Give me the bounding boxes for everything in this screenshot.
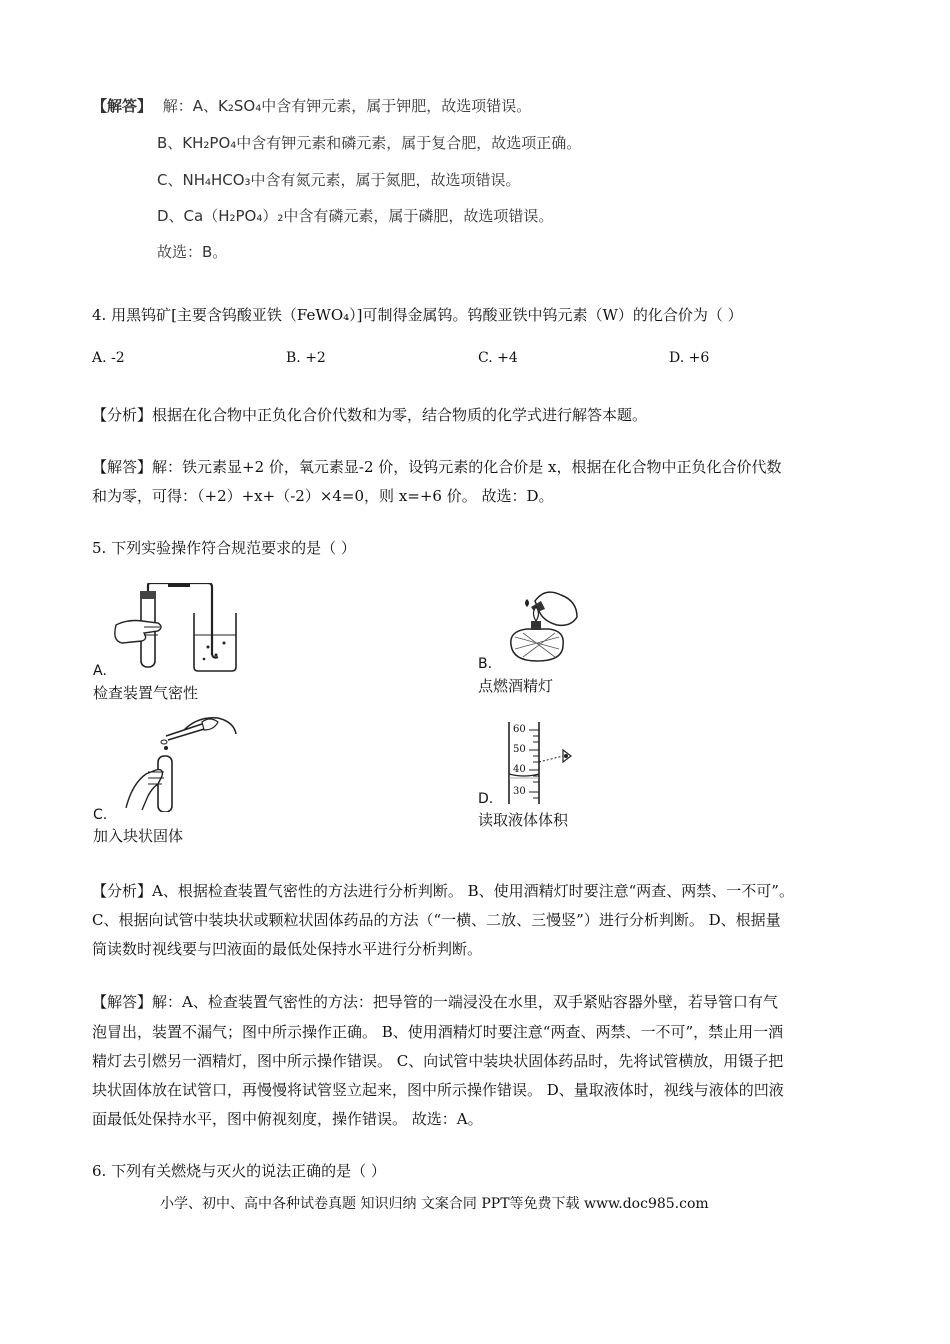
q4-option-a: A. -2: [92, 350, 125, 366]
page-footer: 小学、初中、高中各种试卷真题 知识归纳 文案合同 PPT等免费下载 www.doc985.com: [160, 1196, 709, 1212]
q5-analysis-line1: 【分析】A、根据检查装置气密性的方法进行分析判断。 B、使用酒精灯时要注意“两查、两禁、一不可”。: [92, 882, 794, 900]
q5-option-a-letter: A.: [93, 663, 107, 679]
q6-question: 6. 下列有关燃烧与灭火的说法正确的是（ ）: [92, 1162, 386, 1180]
q5-answer-line2: 泡冒出，装置不漏气；图中所示操作正确。 B、使用酒精灯时要注意“两查、两禁、一不可”，禁止用一酒: [92, 1023, 784, 1041]
q5-option-a-caption: 检查装置气密性: [93, 684, 199, 702]
q5-option-c-letter: C.: [93, 807, 108, 823]
q5-analysis-line3: 筒读数时视线要与凹液面的最低处保持水平进行分析判断。: [92, 940, 483, 958]
q5-option-d-caption: 读取液体体积: [478, 811, 569, 829]
q5-question: 5. 下列实验操作符合规范要求的是（ ）: [92, 539, 356, 557]
q3-answer-tag: 【解答】: [92, 97, 153, 115]
q3-answer-choice: 故选：B。: [157, 243, 228, 261]
q5-answer-line3: 精灯去引燃另一酒精灯，图中所示操作错误。 C、向试管中装块状固体药品时，先将试管横放，用镊子把: [92, 1052, 784, 1070]
q5-option-c-caption: 加入块状固体: [93, 827, 184, 845]
q5-answer-line1: 【解答】解：A、检查装置气密性的方法：把导管的一端浸没在水里，双手紧贴容器外壁，若导管口有气: [92, 993, 778, 1011]
cylinder-tick-60: 60: [513, 724, 526, 735]
q3-answer-line-d: D、Ca（H₂PO₄）₂中含有磷元素，属于磷肥，故选项错误。: [157, 207, 554, 225]
cylinder-tick-30: 30: [513, 786, 526, 797]
figure-lamp-lighting: [505, 587, 595, 667]
q4-option-c: C. +4: [478, 350, 518, 366]
q5-answer-line4: 块状固体放在试管口，再慢慢将试管竖立起来，图中所示操作错误。 D、量取液体时，视线与液体的凹液: [92, 1081, 784, 1099]
q4-question: 4. 用黑钨矿[主要含钨酸亚铁（FeWO₄）]可制得金属钨。钨酸亚铁中钨元素（W）的化合价为（ ）: [92, 306, 743, 324]
q5-option-b-caption: 点燃酒精灯: [478, 677, 554, 695]
cylinder-tick-50: 50: [513, 744, 526, 755]
q4-analysis: 【分析】根据在化合物中正负化合价代数和为零，结合物质的化学式进行解答本题。: [92, 406, 648, 424]
figure-read-cylinder: [505, 722, 585, 804]
q5-option-b-letter: B.: [478, 656, 493, 672]
q5-option-d-letter: D.: [478, 791, 494, 807]
q4-option-d: D. +6: [669, 350, 710, 366]
figure-add-block-solid: [118, 712, 238, 812]
q4-answer-line1: 【解答】解：铁元素显+2 价，氧元素显-2 价，设钨元素的化合价是 x，根据在化合物中正负化合价代数: [92, 458, 782, 476]
q3-answer-line-c: C、NH₄HCO₃中含有氮元素，属于氮肥，故选项错误。: [157, 171, 521, 189]
q5-answer-line5: 面最低处保持水平，图中俯视刻度，操作错误。 故选：A。: [92, 1110, 483, 1128]
q4-answer-line2: 和为零，可得：（+2）+x+（-2）×4=0，则 x=+6 价。 故选：D。: [92, 487, 554, 505]
q3-answer-line-b: B、KH₂PO₄中含有钾元素和磷元素，属于复合肥，故选项正确。: [157, 134, 582, 152]
figure-airtightness-check: [108, 583, 248, 673]
q3-answer-line-a: 解：A、K₂SO₄中含有钾元素，属于钾肥，故选项错误。: [162, 97, 532, 115]
q4-option-b: B. +2: [286, 350, 326, 366]
cylinder-tick-40: 40: [513, 764, 526, 775]
q3-answer-tag-line: [92, 95, 531, 116]
q5-analysis-line2: C、根据向试管中装块状或颗粒状固体药品的方法（“一横、二放、三慢竖”）进行分析判断。 D、根据量: [92, 911, 781, 929]
